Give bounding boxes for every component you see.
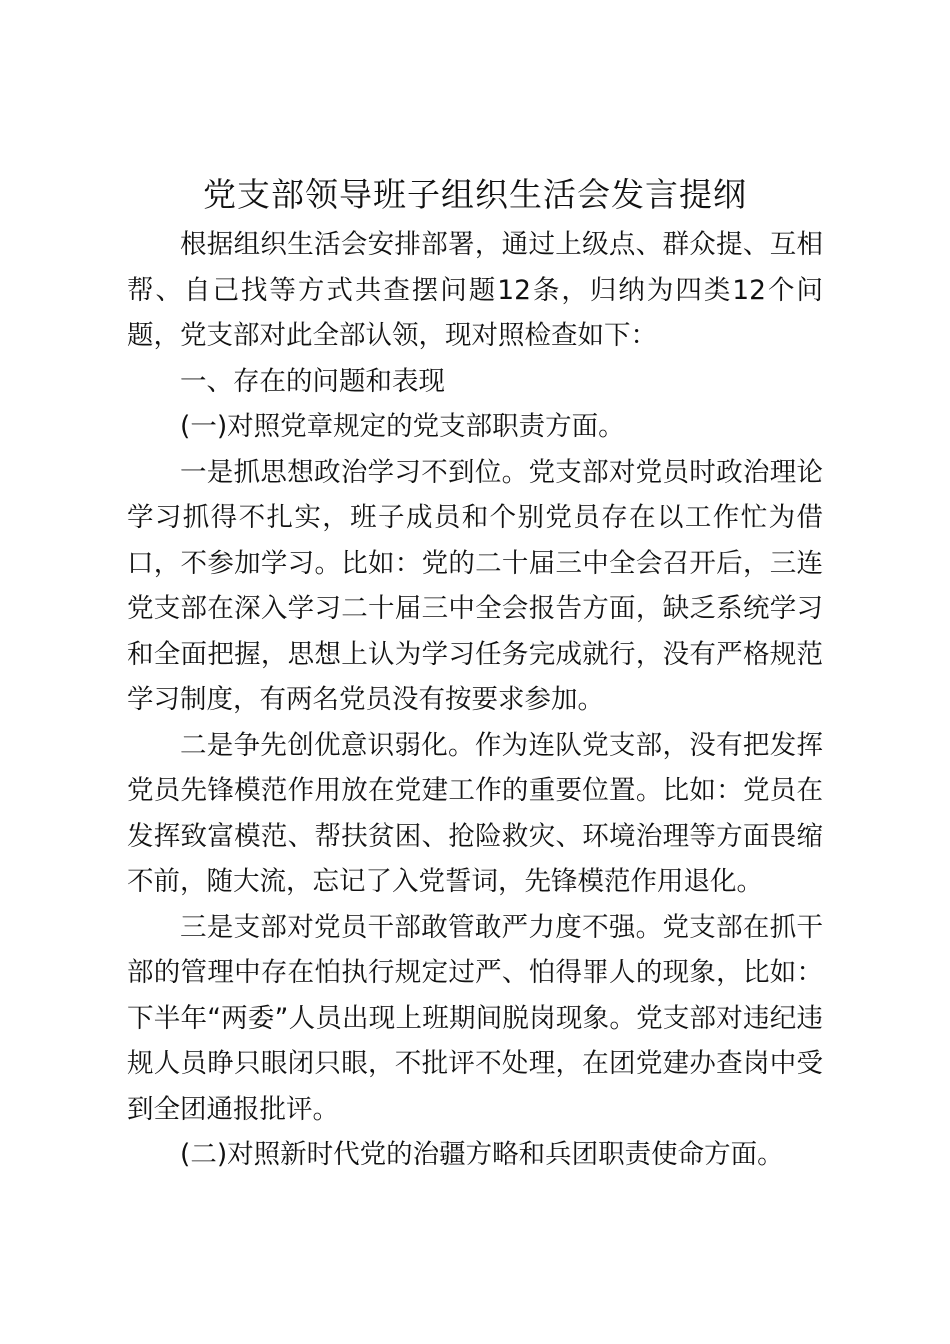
subsection-heading: (二)对照新时代党的治疆方略和兵团职责使命方面。: [180, 1139, 784, 1170]
intro-paragraph: 根据组织生活会安排部署，通过上级点、群众提、互相帮、自己找等方式共查摆问题12条，归纳为四类12个问题，党支部对此全部认领，现对照检查如下：: [127, 229, 823, 351]
body-paragraph: 二是争先创优意识弱化。作为连队党支部，没有把发挥党员先锋模范作用放在党建工作的重要位置。比如：党员在发挥致富模范、帮扶贫困、抢险救灾、环境治理等方面畏缩不前，随大流，忘记了入党誓词，先锋模范作用退化。: [127, 729, 823, 897]
body-paragraph: 一是抓思想政治学习不到位。党支部对党员时政治理论学习抓得不扎实，班子成员和个别党员存在以工作忙为借口，不参加学习。比如：党的二十届三中全会召开后，三连党支部在深入学习二十届三中全会报告方面，缺乏系统学习和全面把握，思想上认为学习任务完成就行，没有严格规范学习制度，有两名党员没有按要求参加。: [127, 456, 823, 715]
document-title: 党支部领导班子组织生活会发言提纲: [203, 175, 747, 214]
subsection-heading: (一)对照党章规定的党支部职责方面。: [180, 411, 625, 442]
document-body: [127, 222, 823, 1178]
section-heading: 一、存在的问题和表现: [180, 365, 445, 397]
body-paragraph: 三是支部对党员干部敢管敢严力度不强。党支部在抓干部的管理中存在怕执行规定过严、怕得罪人的现象，比如：下半年“两委”人员出现上班期间脱岗现象。党支部对违纪违规人员睁只眼闭只眼，不批评不处理，在团党建办查岗中受到全团通报批评。: [127, 911, 823, 1125]
